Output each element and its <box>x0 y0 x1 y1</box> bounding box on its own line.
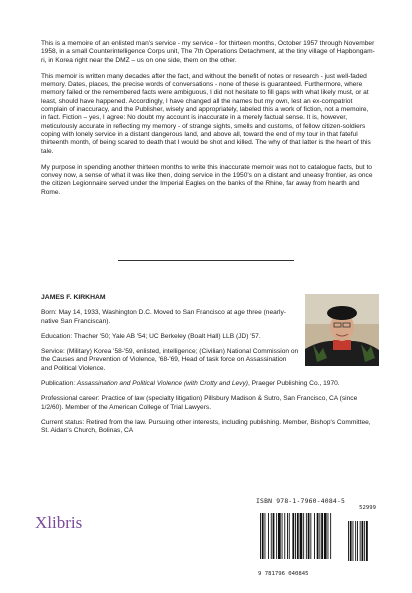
author-name: JAMES F. KIRKHAM <box>41 294 106 301</box>
barcode-addon-bar <box>362 521 364 561</box>
barcode-addon: 52999 <box>359 505 376 511</box>
barcode-bar <box>273 513 275 559</box>
author-photo <box>305 294 379 366</box>
publication-prefix: Publication: <box>41 380 77 388</box>
barcode-bar <box>324 513 327 559</box>
publication-title: Assassination and Political Violence (with Crotty and Levy) <box>76 380 248 388</box>
barcode-addon-bar <box>353 521 354 561</box>
barcode-addon-bar <box>350 521 352 561</box>
barcode-bar <box>262 513 264 559</box>
barcode-addon-bar <box>355 521 356 561</box>
barcode-bar <box>287 513 288 559</box>
barcode-bar <box>319 513 320 559</box>
barcode-bar <box>260 513 261 559</box>
barcode-bar <box>330 513 331 559</box>
bio-education: Education: Thacher '50; Yale AB '54; UC Berkeley (Boalt Hall) LLB (JD) '57. <box>41 332 261 340</box>
bio-career: Professional career: Practice of law (specialty litigation) Pillsbury Madison & Sutro, San Francisco, CA (since 1/2/60). Member of the American College of Trial Lawyers. <box>41 395 358 411</box>
section-divider <box>118 260 294 261</box>
barcode-bar <box>276 513 277 559</box>
barcode-bar <box>317 513 319 559</box>
barcode-bar <box>292 513 294 559</box>
barcode-bar <box>282 513 283 559</box>
barcode-bar <box>300 513 303 559</box>
publication-suffix: , Praeger Publishing Co., 1970. <box>247 380 340 388</box>
barcode-bar <box>303 513 304 559</box>
barcode-bar <box>308 513 310 559</box>
barcode-addon-bar <box>357 521 358 561</box>
barcode-bar <box>265 513 266 559</box>
barcode-bar <box>278 513 281 559</box>
bio-status: Current status: Retired from the law. Pursuing other interests, including publishing. Member, Bishop's Committee, St. Aidan's Church, Bolinas, CA <box>41 418 371 435</box>
barcode-addon-bar <box>364 521 365 561</box>
bio-service: Service: (Military) Korea '58-'59, enlisted, intelligence; (Civilian) National Commission on the Causes and Prevention of Violence, '68-'69, Head of task force on Assassination and Political Violence. <box>41 348 299 372</box>
barcode-bar <box>284 513 285 559</box>
blurb-paragraph: This is a memoire of an enlisted man's service - my service - for thirteen months, October 1957 through November 1958, in a small Counterintelligence Corps unit, The 7th Operations Detachment, at the tiny village of Hapbongam-ri, in Korea right near the DMZ – us on one side, them on the other. <box>41 40 375 64</box>
blurb-paragraph: My purpose in spending another thirteen months to write this inaccurate memoir was not to catalogue facts, but to convey now, a sense of what it was like then, doing service in the 1950's on a distant and uneasy frontier, as once the citizen Legionnaire served under the Imperial Eagles on the banks of the Rhine, far away from hearth and Rome. <box>41 163 373 196</box>
isbn-label: ISBN 978-1-7960-4084-5 <box>256 497 346 505</box>
barcode-addon-bar <box>366 521 368 561</box>
bio-publication <box>41 380 375 388</box>
barcode-bar <box>297 513 299 559</box>
barcode-bar <box>328 513 329 559</box>
barcode-addon-bar <box>348 521 349 561</box>
barcode-bar <box>314 513 315 559</box>
barcode-bar <box>310 513 311 559</box>
barcode-bar <box>306 513 307 559</box>
isbn-barcode <box>256 497 376 577</box>
back-cover-blurb <box>41 40 375 205</box>
publisher-logo: Xlibris <box>35 513 83 532</box>
bio-born: Born: May 14, 1933, Washington D.C. Moved to San Francisco at age three (nearly-native San Franciscan). <box>41 309 286 325</box>
barcode-bar <box>289 513 290 559</box>
author-portrait-image <box>305 294 379 366</box>
barcode-bar <box>295 513 296 559</box>
barcode-bar <box>321 513 323 559</box>
barcode-bar <box>271 513 272 559</box>
barcode-bar <box>268 513 269 559</box>
barcode-bars <box>256 505 376 567</box>
blurb-paragraph: This memoir is written many decades after the fact, and without the benefit of notes or research - just well-faded memory. Dates, places, the precise words of conversations - none of these is guaranteed. Furthermore, where memory failed or the remembered facts were ambiguous, I did not hesitate to fill gaps with what likely must, or at least, should have happened. Accordingly, I have changed all the names but my own, lest an ex-compatriot complain of inaccuracy, and the Publisher, wisely and appropriately, labeled this a work of fiction, not a memoire, in fact. Fiction – yes, I agree: No doubt my account is inaccurate in a merely factual sense. It is, however, meticulously accurate in reflecting my memory - of strange sights, smells and customs, of fellow citizen-soldiers coping with lonely service in a distant dangerous land, and above all, toward the end of my tour in that fateful thirteenth month, of being scared to death that I would be shot and killed. The why of that latter is the heart of this tale. <box>41 72 371 155</box>
barcode-number: 9 781796 040845 <box>258 571 309 577</box>
barcode-addon-bar <box>360 521 361 561</box>
